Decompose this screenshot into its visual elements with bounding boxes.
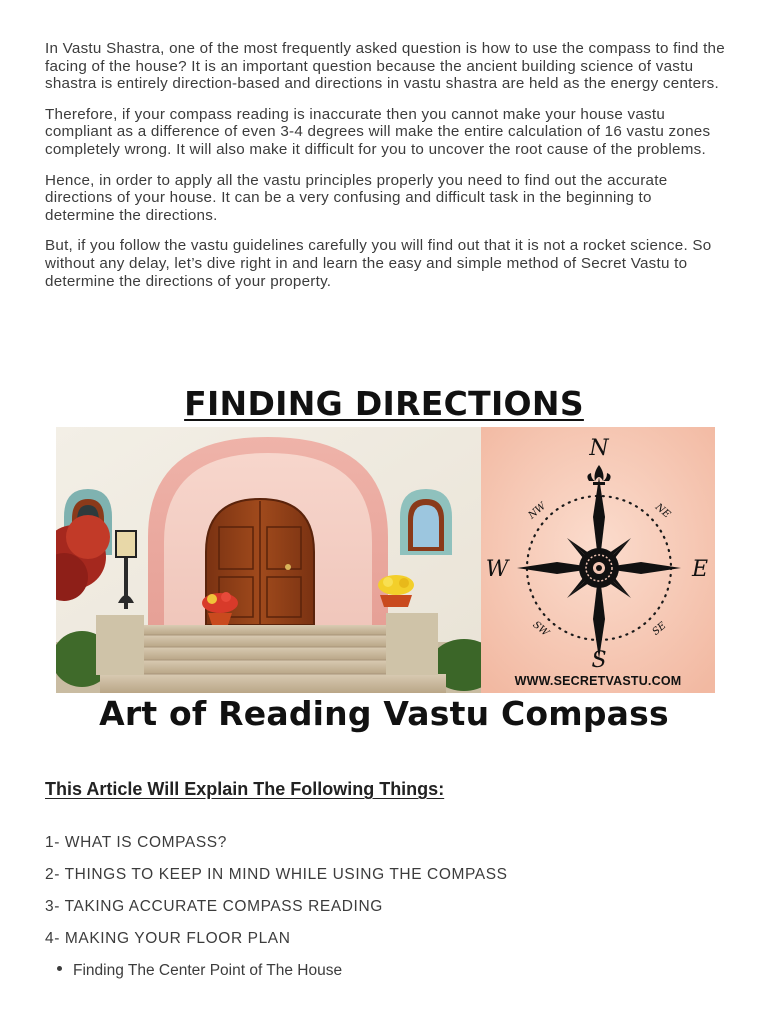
compass-rose-illustration	[481, 427, 715, 693]
compass-label-n: N	[589, 436, 609, 461]
outline-subitems	[57, 962, 342, 980]
compass-label-nw: NW	[526, 500, 549, 522]
compass-label-w: W	[485, 557, 509, 582]
outline-item-2: 2- THINGS TO KEEP IN MIND WHILE USING THE COMPASS	[45, 866, 508, 883]
compass-label-se: SE	[650, 620, 669, 638]
section-heading: This Article Will Explain The Following Things:	[45, 779, 445, 799]
banner-image	[56, 427, 715, 693]
intro-paragraph-1: In Vastu Shastra, one of the most frequently asked question is how to use the compass to find the facing of the house? It is an important question because the ancient building science of vastu shastra is entirely direction-based and directions in vastu shastra are held as the energy centers.	[45, 40, 725, 93]
compass-label-ne: NE	[652, 501, 673, 521]
intro-paragraph-4: But, if you follow the vastu guidelines carefully you will find out that it is not a rocket science. So without any delay, let’s dive right in and learn the easy and simple method of Secret Vastu to determine the directions of your property.	[45, 237, 712, 290]
bullet-item-text: Finding The Center Point of The House	[73, 962, 343, 979]
intro-text	[45, 40, 725, 303]
banner-subtitle: Art of Reading Vastu Compass	[99, 694, 669, 733]
outline-item-3: 3- TAKING ACCURATE COMPASS READING	[45, 898, 383, 915]
banner-title: FINDING DIRECTIONS	[184, 384, 584, 423]
bullet-dot	[57, 966, 62, 971]
compass-label-e: E	[691, 557, 709, 582]
outline-item-4: 4- MAKING YOUR FLOOR PLAN	[45, 930, 291, 947]
outline-item-1: 1- WHAT IS COMPASS?	[45, 834, 227, 851]
compass-label-sw: SW	[530, 619, 551, 639]
compass-panel	[481, 427, 715, 693]
bullet-item	[57, 962, 342, 980]
intro-paragraph-3: Hence, in order to apply all the vastu principles properly you need to find out the accurate directions of your house. It can be a very confusing and difficult task in the beginning to determine the directions.	[45, 171, 668, 224]
article-outline	[45, 834, 508, 962]
intro-paragraph-2: Therefore, if your compass reading is inaccurate then you cannot make your house vastu compliant as a difference of even 3-4 degrees will make the entire calculation of 16 vastu zones completely wrong. It will also make it difficult for you to uncover the root cause of the problems.	[45, 105, 711, 158]
compass-label-s: S	[591, 648, 607, 673]
house-entrance-illustration	[56, 427, 481, 693]
website-url: WWW.SECRETVASTU.COM	[514, 674, 682, 688]
